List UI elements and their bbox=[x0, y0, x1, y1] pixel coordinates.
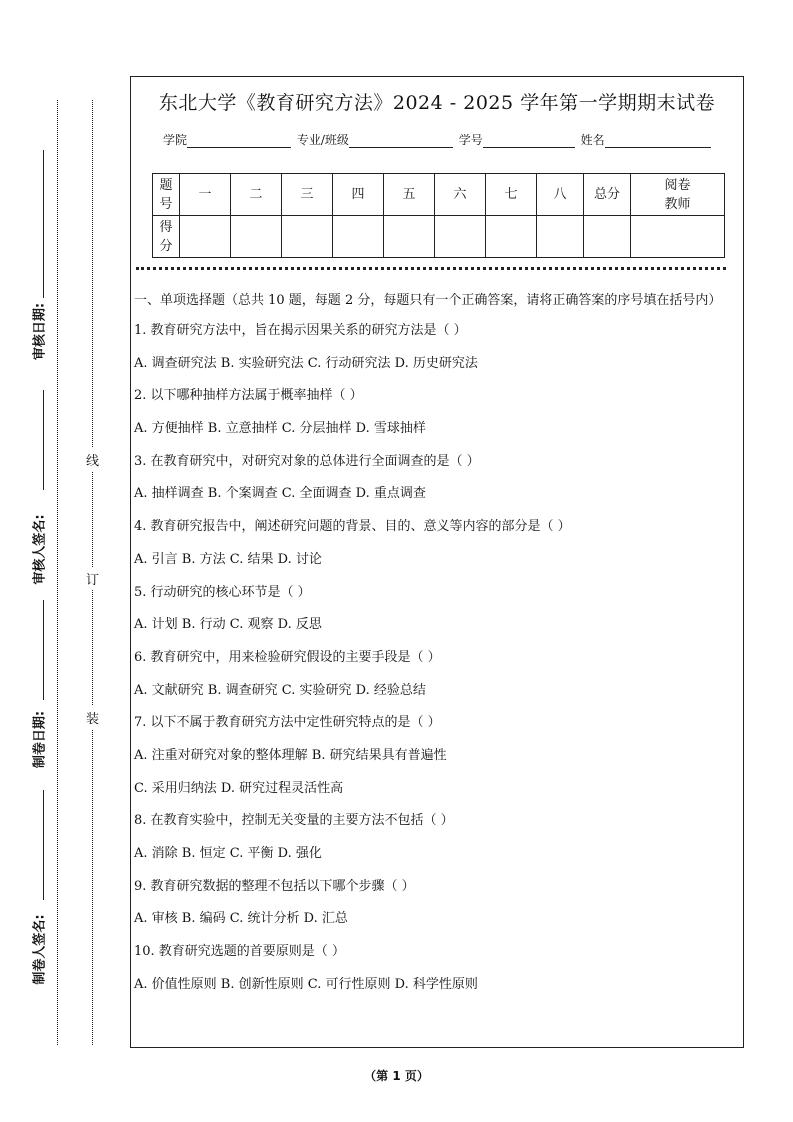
question-text: 5. 行动研究的核心环节是（ ） bbox=[134, 584, 311, 600]
student-id-label: 学号 bbox=[458, 133, 483, 147]
exam-title: 东北大学《教育研究方法》2024 - 2025 学年第一学期期末试卷 bbox=[158, 92, 716, 114]
score-cell[interactable] bbox=[384, 216, 435, 258]
reviewer-signature-blank[interactable] bbox=[43, 390, 44, 490]
score-header-cell: 题号 bbox=[153, 174, 180, 216]
score-cell[interactable] bbox=[333, 216, 384, 258]
score-table-score-row bbox=[153, 216, 725, 258]
score-header-cell: 八 bbox=[537, 174, 584, 216]
compile-date-blank[interactable] bbox=[43, 600, 44, 700]
compile-date-label: 制卷日期: bbox=[32, 710, 48, 769]
score-cell[interactable] bbox=[435, 216, 486, 258]
review-date-blank[interactable] bbox=[43, 150, 44, 298]
question-text: 2. 以下哪种抽样方法属于概率抽样（ ） bbox=[134, 388, 363, 404]
question-options: A. 计划 B. 行动 C. 观察 D. 反思 bbox=[134, 617, 322, 633]
student-info-row bbox=[163, 131, 713, 148]
question-options: A. 注重对研究对象的整体理解 B. 研究结果具有普遍性 bbox=[134, 747, 447, 763]
name-blank[interactable] bbox=[605, 135, 711, 148]
score-header-cell: 一 bbox=[180, 174, 231, 216]
compiler-signature-label: 制卷人签名: bbox=[32, 914, 48, 985]
review-date-label: 审核日期: bbox=[32, 302, 48, 361]
college-label: 学院 bbox=[163, 133, 188, 147]
binding-char-line: 线 bbox=[86, 448, 99, 471]
question-options: A. 引言 B. 方法 C. 结果 D. 讨论 bbox=[134, 551, 322, 567]
question-text: 4. 教育研究报告中，阐述研究问题的背景、目的、意义等内容的部分是（ ） bbox=[134, 519, 571, 535]
question-text: 3. 在教育研究中，对研究对象的总体进行全面调查的是（ ） bbox=[134, 453, 480, 469]
student-id-blank[interactable] bbox=[483, 135, 575, 148]
major-class-blank[interactable] bbox=[349, 135, 453, 148]
score-cell[interactable] bbox=[631, 216, 725, 258]
score-header-cell: 五 bbox=[384, 174, 435, 216]
question-text: 7. 以下不属于教育研究方法中定性研究特点的是（ ） bbox=[134, 715, 441, 731]
score-cell[interactable] bbox=[282, 216, 333, 258]
binding-char-bind: 订 bbox=[86, 567, 99, 590]
score-header-cell: 六 bbox=[435, 174, 486, 216]
question-text: 6. 教育研究中，用来检验研究假设的主要手段是（ ） bbox=[134, 649, 441, 665]
question-options: A. 价值性原则 B. 创新性原则 C. 可行性原则 D. 科学性原则 bbox=[134, 976, 478, 992]
college-blank[interactable] bbox=[187, 135, 291, 148]
question-text: 10. 教育研究选题的首要原则是（ ） bbox=[134, 944, 345, 960]
question-options: A. 抽样调查 B. 个案调查 C. 全面调查 D. 重点调查 bbox=[134, 486, 426, 502]
score-cell[interactable] bbox=[537, 216, 584, 258]
score-table bbox=[152, 173, 725, 258]
score-cell[interactable] bbox=[231, 216, 282, 258]
question-text: 8. 在教育实验中，控制无关变量的主要方法不包括（ ） bbox=[134, 813, 454, 829]
score-header-cell: 阅卷教师 bbox=[631, 174, 725, 216]
major-class-label: 专业/班级 bbox=[296, 133, 349, 147]
questions-section bbox=[134, 290, 742, 1006]
score-table-header-row bbox=[153, 174, 725, 216]
binding-margin bbox=[0, 0, 128, 1122]
score-header-cell: 七 bbox=[486, 174, 537, 216]
section-heading: 一、单项选择题（总共 10 题，每题 2 分，每题只有一个正确答案，请将正确答案的序号填在括号内） bbox=[134, 293, 722, 308]
score-header-cell: 总分 bbox=[584, 174, 631, 216]
question-text: 9. 教育研究数据的整理不包括以下哪个步骤（ ） bbox=[134, 878, 415, 894]
score-cell[interactable] bbox=[486, 216, 537, 258]
score-cell[interactable] bbox=[584, 216, 631, 258]
question-options: A. 方便抽样 B. 立意抽样 C. 分层抽样 D. 雪球抽样 bbox=[134, 421, 426, 437]
score-header-cell: 二 bbox=[231, 174, 282, 216]
page-number: （第 1 页） bbox=[364, 1069, 429, 1083]
question-options: A. 调查研究法 B. 实验研究法 C. 行动研究法 D. 历史研究法 bbox=[134, 355, 478, 371]
question-text: 1. 教育研究方法中，旨在揭示因果关系的研究方法是（ ） bbox=[134, 323, 467, 338]
question-options: A. 消除 B. 恒定 C. 平衡 D. 强化 bbox=[134, 846, 322, 861]
question-options: C. 采用归纳法 D. 研究过程灵活性高 bbox=[134, 780, 344, 796]
dotted-binding-line-outer bbox=[57, 100, 58, 1045]
question-options: A. 审核 B. 编码 C. 统计分析 D. 汇总 bbox=[134, 911, 348, 927]
score-header-cell: 三 bbox=[282, 174, 333, 216]
score-row-label: 得分 bbox=[153, 216, 180, 258]
score-header-cell: 四 bbox=[333, 174, 384, 216]
name-label: 姓名 bbox=[580, 133, 605, 147]
binding-char-install: 装 bbox=[86, 706, 99, 729]
reviewer-signature-label: 审核人签名: bbox=[32, 514, 48, 585]
score-cell[interactable] bbox=[180, 216, 231, 258]
compiler-signature-blank[interactable] bbox=[43, 790, 44, 900]
dotted-separator bbox=[136, 267, 726, 270]
question-options: A. 文献研究 B. 调查研究 C. 实验研究 D. 经验总结 bbox=[134, 682, 426, 698]
